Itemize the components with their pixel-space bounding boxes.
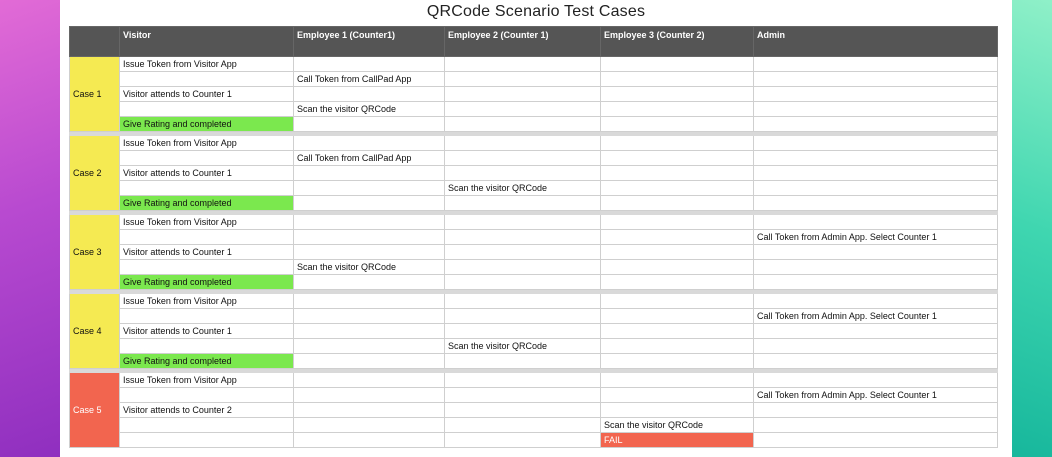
table-row bbox=[70, 275, 998, 290]
cell-employee-2 bbox=[445, 166, 601, 181]
cell-visitor: Give Rating and completed bbox=[120, 275, 294, 290]
cell-admin bbox=[754, 433, 998, 448]
cell-employee-2 bbox=[445, 294, 601, 309]
background-left-gradient bbox=[0, 0, 60, 457]
table-body bbox=[70, 57, 998, 448]
cell-employee-2 bbox=[445, 230, 601, 245]
cell-employee-1 bbox=[294, 433, 445, 448]
cell-employee-1 bbox=[294, 245, 445, 260]
cell-employee-1 bbox=[294, 354, 445, 369]
cell-employee-3 bbox=[601, 87, 754, 102]
table-row bbox=[70, 117, 998, 132]
cell-employee-1 bbox=[294, 418, 445, 433]
cell-employee-2 bbox=[445, 309, 601, 324]
cell-employee-2 bbox=[445, 57, 601, 72]
cell-visitor bbox=[120, 418, 294, 433]
cell-employee-2 bbox=[445, 373, 601, 388]
cell-employee-1 bbox=[294, 275, 445, 290]
cell-employee-1 bbox=[294, 324, 445, 339]
cell-visitor: Visitor attends to Counter 1 bbox=[120, 324, 294, 339]
table-row bbox=[70, 324, 998, 339]
cell-visitor bbox=[120, 151, 294, 166]
cell-employee-1 bbox=[294, 57, 445, 72]
cell-employee-1 bbox=[294, 196, 445, 211]
cell-admin: Call Token from Admin App. Select Counter 1 bbox=[754, 388, 998, 403]
table-row bbox=[70, 102, 998, 117]
table-row bbox=[70, 87, 998, 102]
cell-admin bbox=[754, 151, 998, 166]
cell-employee-1: Scan the visitor QRCode bbox=[294, 102, 445, 117]
cell-employee-3 bbox=[601, 196, 754, 211]
case-label-cell: Case 2 bbox=[70, 136, 120, 211]
cell-employee-3 bbox=[601, 373, 754, 388]
cell-employee-2 bbox=[445, 324, 601, 339]
table-row bbox=[70, 354, 998, 369]
table-row bbox=[70, 57, 998, 72]
cell-admin bbox=[754, 245, 998, 260]
header-cell-employee-3: Employee 3 (Counter 2) bbox=[601, 27, 754, 57]
cell-employee-1 bbox=[294, 166, 445, 181]
cell-employee-3 bbox=[601, 230, 754, 245]
cell-employee-3 bbox=[601, 245, 754, 260]
cell-admin bbox=[754, 275, 998, 290]
cell-visitor bbox=[120, 72, 294, 87]
cell-employee-3 bbox=[601, 388, 754, 403]
cell-employee-2 bbox=[445, 136, 601, 151]
table-row bbox=[70, 166, 998, 181]
cell-visitor bbox=[120, 433, 294, 448]
cell-admin bbox=[754, 403, 998, 418]
test-cases-table bbox=[69, 26, 998, 448]
cell-admin bbox=[754, 354, 998, 369]
cell-admin bbox=[754, 215, 998, 230]
cell-employee-2 bbox=[445, 215, 601, 230]
cell-admin bbox=[754, 72, 998, 87]
cell-employee-2 bbox=[445, 245, 601, 260]
table-row bbox=[70, 294, 998, 309]
table-row bbox=[70, 245, 998, 260]
cell-employee-3: Scan the visitor QRCode bbox=[601, 418, 754, 433]
cell-visitor bbox=[120, 230, 294, 245]
cell-employee-2 bbox=[445, 87, 601, 102]
cell-employee-3: FAIL bbox=[601, 433, 754, 448]
table-row bbox=[70, 309, 998, 324]
cell-employee-1: Call Token from CallPad App bbox=[294, 151, 445, 166]
cell-admin bbox=[754, 260, 998, 275]
table-row bbox=[70, 373, 998, 388]
cell-visitor bbox=[120, 102, 294, 117]
cell-employee-2 bbox=[445, 275, 601, 290]
table-row bbox=[70, 151, 998, 166]
cell-employee-2 bbox=[445, 117, 601, 132]
cell-visitor: Issue Token from Visitor App bbox=[120, 215, 294, 230]
table-row bbox=[70, 418, 998, 433]
table-row bbox=[70, 72, 998, 87]
cell-admin bbox=[754, 196, 998, 211]
cell-visitor: Visitor attends to Counter 1 bbox=[120, 166, 294, 181]
cell-employee-1 bbox=[294, 117, 445, 132]
cell-admin bbox=[754, 339, 998, 354]
header-cell-admin: Admin bbox=[754, 27, 998, 57]
cell-employee-2 bbox=[445, 403, 601, 418]
table-row bbox=[70, 136, 998, 151]
cell-visitor: Issue Token from Visitor App bbox=[120, 373, 294, 388]
cell-employee-3 bbox=[601, 309, 754, 324]
cell-employee-1 bbox=[294, 339, 445, 354]
cell-visitor: Give Rating and completed bbox=[120, 196, 294, 211]
cell-employee-1 bbox=[294, 136, 445, 151]
cell-visitor bbox=[120, 260, 294, 275]
table-row bbox=[70, 388, 998, 403]
cell-employee-3 bbox=[601, 181, 754, 196]
cell-employee-2 bbox=[445, 102, 601, 117]
cell-employee-3 bbox=[601, 339, 754, 354]
cell-visitor bbox=[120, 388, 294, 403]
cell-admin bbox=[754, 102, 998, 117]
cell-employee-1 bbox=[294, 215, 445, 230]
header-cell-employee-1: Employee 1 (Counter1) bbox=[294, 27, 445, 57]
cell-employee-3 bbox=[601, 72, 754, 87]
cell-employee-2 bbox=[445, 260, 601, 275]
cell-employee-2 bbox=[445, 388, 601, 403]
cell-employee-3 bbox=[601, 324, 754, 339]
cell-employee-3 bbox=[601, 275, 754, 290]
cell-admin bbox=[754, 181, 998, 196]
background-right-gradient bbox=[1012, 0, 1052, 457]
cell-visitor: Give Rating and completed bbox=[120, 354, 294, 369]
cell-visitor: Issue Token from Visitor App bbox=[120, 57, 294, 72]
cell-employee-2 bbox=[445, 151, 601, 166]
cell-employee-1: Call Token from CallPad App bbox=[294, 72, 445, 87]
cell-employee-3 bbox=[601, 403, 754, 418]
cell-employee-3 bbox=[601, 166, 754, 181]
cell-visitor: Visitor attends to Counter 1 bbox=[120, 87, 294, 102]
cell-employee-3 bbox=[601, 294, 754, 309]
cell-employee-2 bbox=[445, 418, 601, 433]
cell-employee-3 bbox=[601, 136, 754, 151]
cell-visitor bbox=[120, 181, 294, 196]
cell-admin bbox=[754, 57, 998, 72]
cell-employee-3 bbox=[601, 260, 754, 275]
cell-employee-1 bbox=[294, 388, 445, 403]
table-row bbox=[70, 230, 998, 245]
cell-employee-1 bbox=[294, 230, 445, 245]
table-row bbox=[70, 339, 998, 354]
table-row bbox=[70, 181, 998, 196]
cell-employee-2 bbox=[445, 354, 601, 369]
cell-visitor: Issue Token from Visitor App bbox=[120, 294, 294, 309]
cell-admin bbox=[754, 166, 998, 181]
header-cell-employee-2: Employee 2 (Counter 1) bbox=[445, 27, 601, 57]
cell-employee-1 bbox=[294, 294, 445, 309]
cell-visitor bbox=[120, 339, 294, 354]
cell-employee-3 bbox=[601, 102, 754, 117]
cell-visitor: Visitor attends to Counter 1 bbox=[120, 245, 294, 260]
case-label-cell: Case 5 bbox=[70, 373, 120, 448]
table-row bbox=[70, 260, 998, 275]
case-label-cell: Case 4 bbox=[70, 294, 120, 369]
cell-admin bbox=[754, 87, 998, 102]
cell-employee-3 bbox=[601, 151, 754, 166]
cell-admin bbox=[754, 418, 998, 433]
cell-employee-2 bbox=[445, 433, 601, 448]
cell-admin bbox=[754, 136, 998, 151]
case-label-cell: Case 1 bbox=[70, 57, 120, 132]
cell-admin bbox=[754, 294, 998, 309]
cell-employee-2 bbox=[445, 196, 601, 211]
cell-visitor: Issue Token from Visitor App bbox=[120, 136, 294, 151]
cell-employee-1 bbox=[294, 87, 445, 102]
case-label-cell: Case 3 bbox=[70, 215, 120, 290]
page-title: QRCode Scenario Test Cases bbox=[426, 3, 646, 20]
cell-visitor bbox=[120, 309, 294, 324]
cell-employee-2: Scan the visitor QRCode bbox=[445, 181, 601, 196]
cell-employee-2: Scan the visitor QRCode bbox=[445, 339, 601, 354]
cell-employee-3 bbox=[601, 57, 754, 72]
header-row bbox=[70, 27, 998, 57]
cell-employee-3 bbox=[601, 354, 754, 369]
cell-employee-3 bbox=[601, 117, 754, 132]
cell-employee-1 bbox=[294, 181, 445, 196]
cell-admin: Call Token from Admin App. Select Counter 1 bbox=[754, 309, 998, 324]
cell-admin bbox=[754, 324, 998, 339]
cell-employee-1 bbox=[294, 403, 445, 418]
cell-admin bbox=[754, 117, 998, 132]
cell-admin bbox=[754, 373, 998, 388]
table-row bbox=[70, 196, 998, 211]
table-row bbox=[70, 433, 998, 448]
cell-employee-1: Scan the visitor QRCode bbox=[294, 260, 445, 275]
table-row bbox=[70, 215, 998, 230]
cell-employee-1 bbox=[294, 373, 445, 388]
header-cell-visitor: Visitor bbox=[120, 27, 294, 57]
cell-employee-2 bbox=[445, 72, 601, 87]
table-row bbox=[70, 403, 998, 418]
spreadsheet-page bbox=[60, 0, 1012, 457]
cell-admin: Call Token from Admin App. Select Counter 1 bbox=[754, 230, 998, 245]
cell-employee-3 bbox=[601, 215, 754, 230]
cell-visitor: Give Rating and completed bbox=[120, 117, 294, 132]
cell-employee-1 bbox=[294, 309, 445, 324]
header-cell-case bbox=[70, 27, 120, 57]
cell-visitor: Visitor attends to Counter 2 bbox=[120, 403, 294, 418]
